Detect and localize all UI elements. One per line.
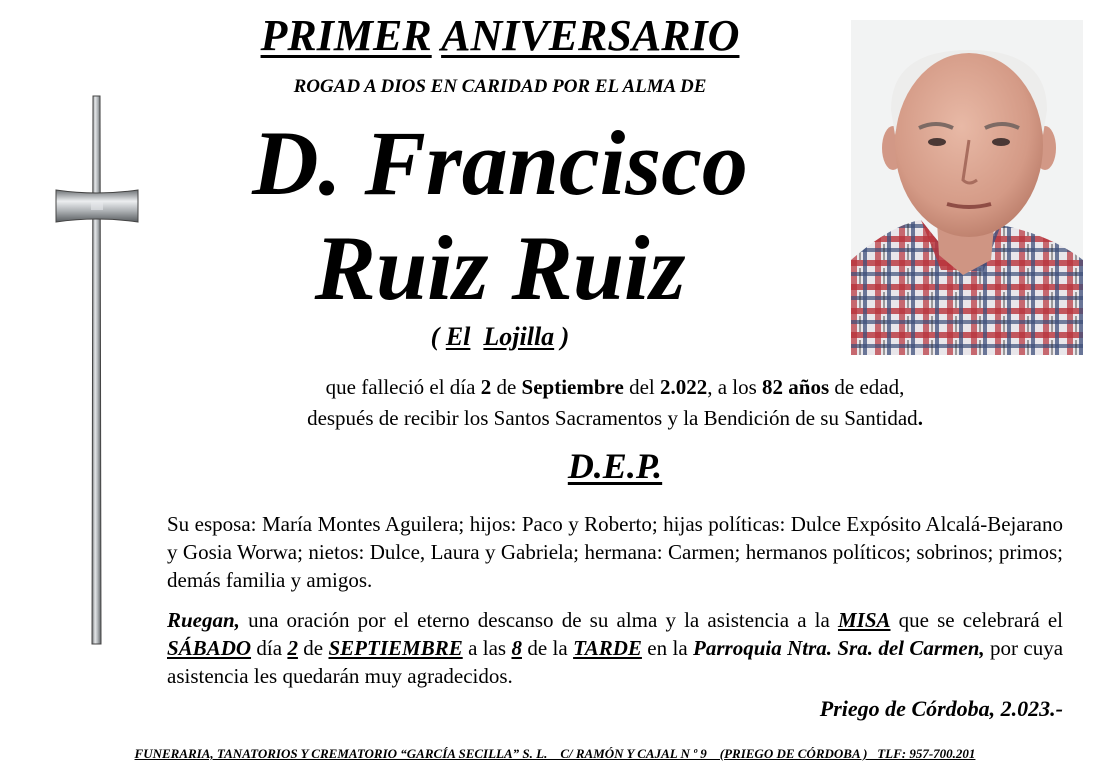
death-notice-line1 — [170, 372, 1060, 403]
death-text: después de recibir los Santos Sacramentos y la Bendición de su Santidad — [307, 406, 918, 430]
family-paragraph: Su esposa: María Montes Aguilera; hijos: Paco y Roberto; hijas políticas: Dulce Expósito Alcalá-Bejarano y Gosia Worwa; nietos: Dulce, Laura y Gabriela; hermana: Carmen; hermanos políticos; sobrinos; primos; demás familia y amigos. — [167, 512, 1063, 592]
mass-text: que se celebrará el — [890, 608, 1063, 632]
deceased-name-line1: D. Francisco — [252, 112, 748, 214]
mass-month: SEPTIEMBRE — [328, 636, 463, 660]
mass-text: día — [251, 636, 288, 660]
mass-period: TARDE — [573, 636, 642, 660]
deceased-name-line2: Ruiz Ruiz — [314, 217, 686, 319]
mass-paragraph — [167, 606, 1063, 690]
mass-weekday: SÁBADO — [167, 636, 252, 660]
death-age: 82 años — [762, 375, 830, 399]
page-title — [200, 10, 800, 61]
mass-text: por cuya asistencia les quedarán muy agradecidos. — [167, 636, 1064, 688]
death-text: . — [917, 406, 923, 430]
mass-church: Parroquia Ntra. Sra. del Carmen, — [693, 636, 985, 660]
death-year: 2.022 — [659, 375, 708, 399]
title-word-aniversario: ANIVERSARIO — [441, 11, 740, 60]
death-text: del — [623, 375, 660, 399]
death-notice — [170, 372, 1060, 434]
death-text: de — [491, 375, 522, 399]
subtitle: ROGAD A DIOS EN CARIDAD POR EL ALMA DE — [293, 76, 707, 97]
mass-text: a las — [462, 636, 512, 660]
place-date: Priego de Córdoba, 2.023.- — [819, 696, 1063, 721]
rip-text: D.E.P. — [567, 446, 663, 486]
nickname-open: ( — [430, 322, 446, 351]
mass-hour: 8 — [511, 636, 522, 660]
mass-day: 2 — [287, 636, 298, 660]
footer-funeral-home: FUNERARIA, TANATORIOS Y CREMATORIO “GARCÍA SECILLA” S. L. C/ RAMÓN Y CAJAL N º 9 (PRIEGO DE CÓRDOBA ) TLF: 957-700.201 — [134, 746, 976, 761]
mass-misa: MISA — [837, 608, 891, 632]
title-word-primer: PRIMER — [260, 11, 432, 60]
nickname-word1: El — [445, 322, 471, 351]
rip-heading — [420, 445, 810, 487]
nickname-word2: Lojilla — [483, 322, 555, 351]
death-text: que falleció el día — [325, 375, 481, 399]
mass-ruegan: Ruegan, — [167, 608, 240, 632]
cross-icon — [50, 92, 146, 648]
mass-text: en la — [641, 636, 694, 660]
death-day: 2 — [480, 375, 492, 399]
death-text: de edad, — [829, 375, 905, 399]
death-month: Septiembre — [521, 375, 624, 399]
mass-text: de — [297, 636, 329, 660]
death-notice-line2 — [170, 403, 1060, 434]
deceased-nickname — [300, 322, 700, 352]
mass-text: de la — [521, 636, 574, 660]
nickname-close: ) — [554, 322, 570, 351]
portrait-photo — [851, 20, 1083, 355]
death-text: , a los — [707, 375, 763, 399]
mass-text: una oración por el eterno descanso de su alma y la asistencia a la — [239, 608, 838, 632]
